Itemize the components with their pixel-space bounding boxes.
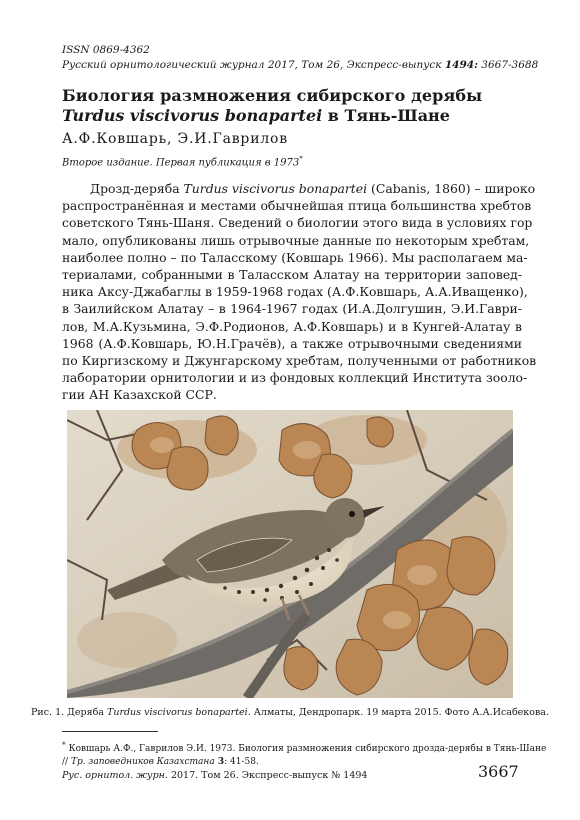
bird-eye	[349, 511, 355, 517]
footnote-line: * Ковшарь А.Ф., Гаврилов Э.И. 1973. Биология размножения сибирского дрозда-дерябы в Тянь-Шане	[62, 740, 547, 754]
body-line: наиболее полно – по Таласскому (Ковшарь 1966). Мы располагаем ма-	[62, 249, 528, 265]
issue-number: 1494:	[444, 59, 478, 71]
body-line: распространённая и местами обычнейшая птица большинства хребтов	[62, 198, 532, 214]
body-line: лаборатории орнитологии и из фондовых коллекций Института зооло-	[62, 370, 528, 386]
body-line: териалами, собранными в Таласском Алатау на территории заповед-	[62, 266, 522, 282]
body-line: мало, опубликованы лишь отрывочные данные по некоторым хребтам,	[62, 232, 530, 248]
footnote-divider	[62, 731, 158, 732]
footnote-line: // Тр. заповедников Казахстана 3: 41-58.	[62, 757, 259, 767]
bird-head	[325, 498, 365, 538]
article-title-species: Turdus viscivorus bonapartei в Тянь-Шане	[62, 106, 450, 125]
body-line: гии АН Казахской ССР.	[62, 387, 217, 403]
edition-note: Второе издание. Первая публикация в 1973*	[62, 155, 303, 169]
body-line: Дрозд-деряба Turdus viscivorus bonapartei (Cabanis, 1860) – широко	[90, 181, 536, 196]
body-line: ника Аксу-Джабаглы в 1959-1968 годах (А.Ф.Ковшарь, А.А.Иващенко),	[62, 284, 528, 300]
footnote	[62, 738, 546, 769]
body-line: 1968 (А.Ф.Ковшарь, Ю.Н.Грачёв), а также отрывочными сведениями	[62, 335, 522, 351]
page-number: 3667	[478, 762, 519, 781]
figure-caption: Рис. 1. Деряба Turdus viscivorus bonapartei. Алматы, Дендропарк. 19 марта 2015. Фото А.А.Исабекова.	[30, 707, 549, 718]
article-title: Биология размножения сибирского дерябы	[62, 86, 483, 105]
body-line: советского Тянь-Шаня. Сведений о биологии этого вида в условиях гор	[62, 215, 533, 231]
body-line: лов, М.А.Кузьмина, Э.Ф.Родионов, А.Ф.Ковшарь) и в Кунгей-Алатау в	[62, 318, 522, 334]
journal-citation: Русский орнитологический журнал 2017, Том 26, Экспресс-выпуск 1494: 3667-3688	[62, 59, 539, 71]
body-paragraph	[62, 180, 537, 403]
issn: ISSN 0869-4362	[62, 44, 150, 56]
authors: А.Ф.Ковшарь, Э.И.Гаврилов	[62, 131, 288, 147]
thrush-illustration	[67, 410, 513, 698]
bird-photo	[67, 410, 513, 698]
running-footer: Рус. орнитол. журн. 2017. Том 26. Экспресс-выпуск № 1494	[62, 770, 368, 781]
body-line: по Киргизскому и Джунгарскому хребтам, полученными от работников	[62, 352, 537, 368]
body-line: в Заилийском Алатау – в 1964-1967 годах (И.А.Долгушин, Э.И.Гаври-	[62, 301, 522, 317]
